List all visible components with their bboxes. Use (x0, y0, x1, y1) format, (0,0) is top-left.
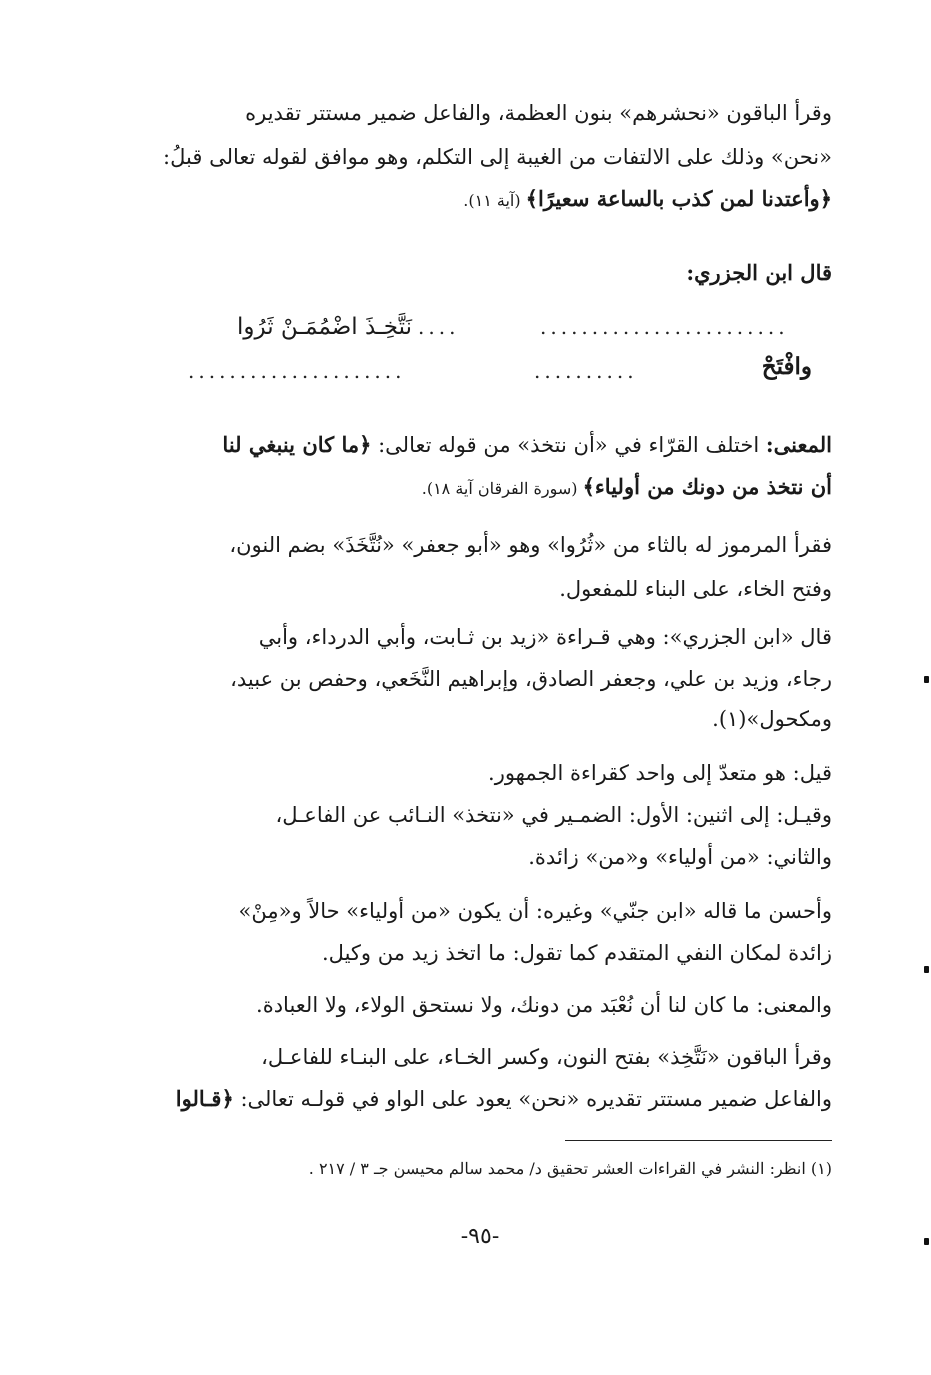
verse-text: نَتَّخِـذَ اضْمُمَـنْ ثَرُوا (237, 314, 412, 340)
verse-dots-2: .... (418, 315, 460, 339)
p5-line3: والثاني: «من أولياء» و«من» زائدة. (528, 845, 832, 869)
section-heading: قال ابن الجزري: (686, 260, 832, 285)
verse-dots-4: ..................... (188, 359, 406, 383)
meaning-label: المعنى: (765, 432, 832, 457)
p1-line2: «نحن» وذلك على الالتفات من الغيبة إلى التكلم، وهو موافق لقوله تعالى قبلُ: (163, 145, 832, 169)
p4-line2: رجاء، وزيد بن علي، وجعفر الصادق، وإبراهيم النَّخَعي، وحفص بن عبيد، (230, 667, 832, 691)
p1-line3 (128, 184, 832, 216)
p8-line1: وقرأ الباقون «نَتَّخِذ» بفتح النون، وكسر الخـاء، على البنـاء للفاعـل، (261, 1045, 832, 1069)
verse-dots-3: .......... (534, 359, 638, 383)
verse-reference: (سورة الفرقان آية ١٨). (421, 479, 583, 498)
footnote-divider (565, 1140, 832, 1141)
p1-line1: وقرأ الباقون «نحشرهم» بنون العظمة، والفاعل ضمير مستتر تقديره (245, 101, 832, 125)
p7-line1: والمعنى: ما كان لنا أن نُعْبَد من دونك، ولا نستحق الولاء، ولا العبادة. (256, 993, 832, 1017)
quran-quote: ﴿وأعتدنا لمن كذب بالساعة سعيرًا﴾ (525, 186, 832, 211)
p8-text: والفاعل ضمير مستتر تقديره «نحن» يعود على الواو في قولـه تعالى: (233, 1087, 832, 1111)
p5-line1: قيل: هو متعدّ إلى واحد كقراءة الجمهور. (488, 761, 832, 785)
quran-quote: أن نتخذ من دونك من أولياء﴾ (582, 474, 832, 499)
p5-line2: وقيـل: إلى اثنين: الأول: الضمـير في «نتخذ» النـائب عن الفاعـل، (275, 803, 832, 827)
quran-quote: ﴿ما كان ينبغي لنا (222, 432, 372, 457)
verse-word: وافْتَحْ (761, 353, 812, 380)
p3-line2: وفتح الخاء، على البناء للمفعول. (559, 577, 832, 601)
scan-mark (924, 1238, 929, 1245)
p6-line1: وأحسن ما قاله «ابن جنّي» وغيره: أن يكون «من أولياء» حالاً و«مِنْ» (238, 899, 832, 923)
footnote: (١) انظر: النشر في القراءات العشر تحقيق د/ محمد سالم محيسن جـ ٣ / ٢١٧ . (308, 1159, 832, 1178)
p4-line3: ومكحول»(١). (712, 707, 832, 731)
p8-line2 (128, 1084, 832, 1116)
verse-reference: (آية ١١). (463, 191, 526, 210)
p4-line1: قال «ابن الجزري»: وهي قـراءة «زيد بن ثـابت، وأبي الدرداء، وأبي (258, 625, 832, 649)
p3-line1: فقرأ المرموز له بالثاء من «ثُرُوا» وهو «أبو جعفر» «نُتَّخَذَ» بضم النون، (229, 533, 832, 557)
page-number: -٩٥- (460, 1224, 500, 1249)
scan-mark (924, 676, 929, 683)
verse-dots-1: ........................ (540, 315, 789, 339)
quran-quote: ﴿قـالوا (175, 1086, 234, 1111)
p6-line2: زائدة لمكان النفي المتقدم كما تقول: ما اتخذ زيد من وكيل. (322, 941, 832, 965)
p2-line2 (128, 472, 832, 504)
p2-text: اختلف القرّاء في «أن نتخذ» من قوله تعالى: (371, 433, 766, 457)
p2-line1 (128, 430, 832, 462)
scan-mark (924, 966, 929, 973)
